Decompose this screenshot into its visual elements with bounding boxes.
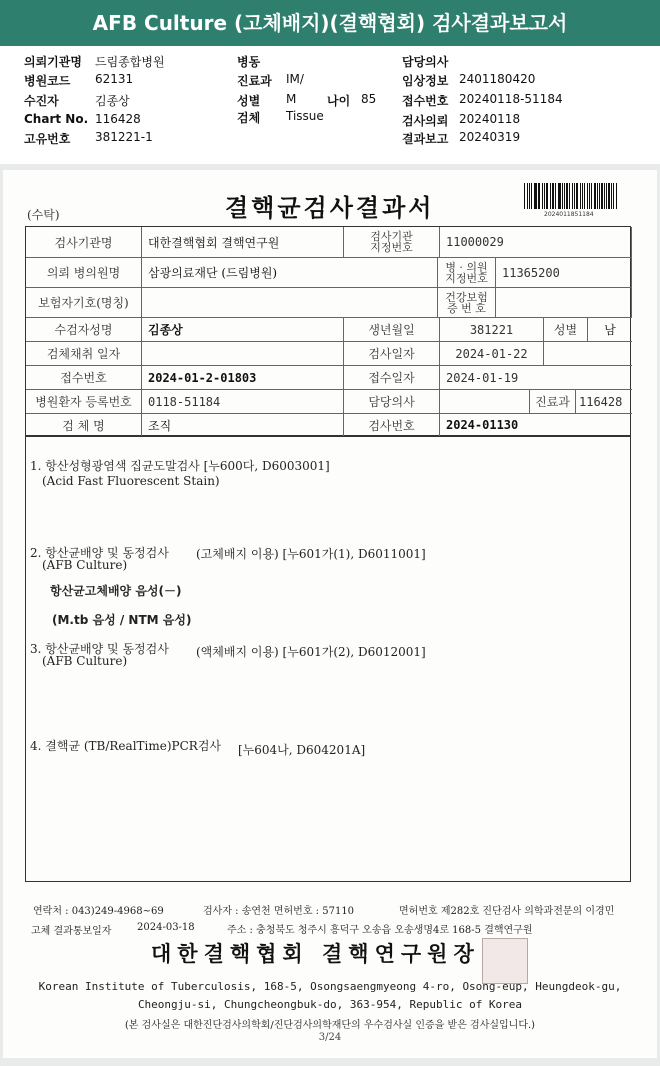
barcode-bar — [562, 183, 563, 209]
info-label-ward: 병동 — [237, 55, 261, 69]
test-3-code: (액체배지 이용) [누601가(2), D6012001] — [196, 645, 426, 659]
test-results-box — [25, 436, 631, 882]
barcode-bar — [580, 183, 581, 209]
barcode-bar — [601, 183, 602, 209]
barcode-bar — [550, 183, 551, 209]
barcode-bar — [606, 183, 607, 209]
cell-value: 2024-01-2-01803 — [142, 366, 344, 390]
cell-label: 병원환자 등록번호 — [26, 390, 142, 414]
barcode-bar — [534, 183, 536, 209]
info-label-sex: 성별 — [237, 94, 261, 108]
cell-label: 수검자성명 — [26, 318, 142, 342]
barcode-bar — [555, 183, 556, 209]
barcode-bar — [604, 183, 605, 209]
cell-label-line: 지정번호 — [370, 241, 413, 254]
result-header-table — [25, 226, 631, 436]
cell-value: 381221 — [440, 318, 544, 342]
info-value-sex: M — [286, 92, 297, 106]
cell-label-line: 건강보험 — [445, 290, 488, 304]
info-value-department: IM/ — [286, 72, 304, 86]
cell-value: 2024-01130 — [446, 418, 519, 432]
info-label-specimen: 검체 — [237, 111, 261, 125]
info-value-requesting-org: 드림종합병원 — [95, 55, 165, 69]
info-label-clinical-info: 임상정보 — [402, 74, 449, 88]
barcode-number: 2024011851184 — [544, 211, 594, 218]
info-value-specimen: Tissue — [286, 109, 324, 123]
barcode-bar — [587, 183, 588, 209]
cell-value: 김종상 — [142, 318, 344, 342]
info-value-unique-no: 381221-1 — [95, 130, 153, 144]
footer-license: 면허번호 제282호 진단검사 의학과전문의 이경민 — [399, 906, 615, 917]
cell-value — [142, 342, 344, 366]
address-english-line-2: Cheongju-si, Chungcheongbuk-do, 363-954, Republic of Korea — [137, 998, 523, 1011]
cell-empty — [544, 342, 632, 366]
barcode-bar — [552, 183, 554, 209]
cell-label — [438, 288, 496, 318]
test-2-result: 항산균고체배양 음성(－) — [50, 584, 182, 598]
footer-report-label: 고체 결과통보일자 — [31, 926, 112, 937]
info-value-receipt-no: 20240118-51184 — [459, 92, 563, 106]
test-3-title: 3. 항산균배양 및 동정검사 — [30, 642, 169, 656]
barcode-bar — [574, 183, 575, 209]
info-value-clinical-info: 2401180420 — [459, 72, 536, 86]
consignment-mark: (수탁) — [27, 208, 60, 222]
footer-contact: 연락처 : 043)249-4968~69 — [33, 906, 164, 917]
cell-label: 접수번호 — [26, 366, 142, 390]
test-2-result-detail: (M.tb 음성 / NTM 음성) — [52, 613, 192, 627]
info-label-unique-no: 고유번호 — [24, 132, 71, 146]
info-label-chart-no: Chart No. — [24, 112, 89, 126]
info-label-department: 진료과 — [237, 74, 272, 88]
cell-value: 조직 — [142, 414, 344, 436]
test-3-subtitle: (AFB Culture) — [42, 654, 128, 668]
institute-name: 대한결핵협회 결핵연구원장 — [151, 941, 480, 966]
patient-info-panel — [0, 46, 660, 164]
barcode-bar — [608, 183, 609, 209]
cell-label-line: 검사기관 — [370, 230, 413, 243]
barcode-bar — [576, 183, 578, 209]
barcode-bar — [524, 183, 525, 209]
barcode-bar — [572, 183, 573, 209]
barcode-bar — [527, 183, 528, 209]
barcode-bar — [599, 183, 600, 209]
cell-label: 검사기관명 — [26, 227, 142, 258]
info-value-chart-no: 116428 — [95, 112, 141, 126]
cell-value: 11000029 — [440, 227, 632, 258]
test-2-title: 2. 항산균배양 및 동정검사 — [30, 546, 169, 560]
barcode — [524, 183, 618, 209]
info-label-patient: 수진자 — [24, 94, 59, 108]
cell-value: 116428 — [576, 390, 632, 414]
cell-value: 11365200 — [496, 258, 632, 288]
cell-value: 0118-51184 — [142, 390, 344, 414]
cell-value — [142, 288, 438, 318]
test-4-code: [누604나, D604201A] — [238, 743, 366, 757]
report-title: AFB Culture (고체배지)(결핵협회) 검사결과보고서 — [0, 0, 660, 46]
barcode-bar — [539, 183, 540, 209]
cell-label-line: 병 · 의원 — [445, 260, 488, 274]
barcode-bar — [597, 183, 598, 209]
barcode-bar — [613, 183, 614, 209]
test-1-subtitle: (Acid Fast Fluorescent Stain) — [42, 474, 220, 488]
scanned-result-sheet — [3, 170, 657, 1058]
barcode-bar — [558, 183, 559, 209]
barcode-bar — [582, 183, 583, 209]
barcode-bar — [616, 183, 617, 209]
barcode-bar — [589, 183, 590, 209]
cell-label: 검사번호 — [344, 414, 440, 436]
info-label-doctor: 담당의사 — [402, 55, 449, 69]
barcode-bar — [538, 183, 539, 209]
info-label-receipt-no: 접수번호 — [402, 94, 449, 108]
address-english-line-1: Korean Institute of Tuberculosis, 168-5, Osongsaengmyeong 4-ro, Osong-eup, Heungdeok-gu, — [38, 980, 622, 993]
barcode-bar — [611, 183, 612, 209]
certification-note: (본 검사실은 대한진단검사의학회/진단검사의학재단의 우수검사실 인증을 받은 검사실입니다.) — [124, 1020, 536, 1031]
test-1-title: 1. 항산성형광염색 집균도말검사 [누600다, D6003001] — [30, 459, 330, 473]
barcode-bar — [594, 183, 596, 209]
barcode-bar — [591, 183, 592, 209]
barcode-bar — [566, 183, 567, 209]
info-label-hospital-code: 병원코드 — [24, 74, 71, 88]
official-seal — [482, 938, 528, 984]
barcode-bar — [531, 183, 532, 209]
cell-label: 성별 — [544, 318, 588, 342]
cell-value — [440, 390, 530, 414]
barcode-bar — [546, 183, 547, 209]
barcode-bar — [584, 183, 585, 209]
page-number: 3/24 — [318, 1032, 342, 1043]
cell-value: 대한결핵협회 결핵연구원 — [142, 227, 344, 258]
footer-short-address: 주소 : 충청북도 청주시 흥덕구 오송읍 오송생명4로 168-5 결핵연구원 — [227, 925, 533, 936]
cell-value: 2024-01-19 — [440, 366, 632, 390]
footer-inspector: 검사자 : 송연천 면허번호 : 57110 — [203, 906, 355, 917]
info-value-age: 85 — [361, 92, 377, 106]
cell-value: 삼광의료재단 (드림병원) — [142, 258, 438, 288]
cell-label — [344, 227, 440, 258]
cell-label — [438, 258, 496, 288]
cell-value — [496, 288, 632, 318]
cell-label: 검체채취 일자 — [26, 342, 142, 366]
info-label-age: 나이 — [327, 94, 351, 108]
cell-label: 검 체 명 — [26, 414, 142, 436]
cell-label-line: 증 번 호 — [447, 301, 486, 315]
barcode-bar — [529, 183, 530, 209]
info-value-request-date: 20240118 — [459, 112, 521, 126]
cell-value: 남 — [588, 318, 632, 342]
test-2-code: (고체배지 이용) [누601가(1), D6011001] — [196, 547, 426, 561]
footer-report-date: 2024-03-18 — [137, 922, 195, 933]
cell-label: 보험자기호(명칭) — [26, 288, 142, 318]
barcode-bar — [542, 183, 543, 209]
cell-label: 의뢰 병의원명 — [26, 258, 142, 288]
info-value-hospital-code: 62131 — [95, 72, 134, 86]
barcode-bar — [559, 183, 560, 209]
info-value-patient: 김종상 — [95, 94, 130, 108]
cell-label: 접수일자 — [344, 366, 440, 390]
test-2-subtitle: (AFB Culture) — [42, 558, 128, 572]
cell-label: 생년월일 — [344, 318, 440, 342]
sheet-title: 결핵균검사결과서 — [225, 193, 435, 222]
info-value-report-date: 20240319 — [459, 130, 521, 144]
cell-label: 검사일자 — [344, 342, 440, 366]
cell-label-line: 지정번호 — [445, 271, 488, 285]
test-4-title: 4. 결핵균 (TB/RealTime)PCR검사 — [30, 739, 222, 753]
barcode-bar — [544, 183, 545, 209]
cell-value: 2024-01-22 — [440, 342, 544, 366]
barcode-bar — [564, 183, 565, 209]
cell-label: 진료과 — [530, 390, 576, 414]
info-label-request-date: 검사의뢰 — [402, 114, 449, 128]
cell-label: 담당의사 — [344, 390, 440, 414]
info-label-report-date: 결과보고 — [402, 132, 449, 146]
barcode-bar — [569, 183, 570, 209]
info-label-requesting-org: 의뢰기관명 — [24, 55, 82, 69]
